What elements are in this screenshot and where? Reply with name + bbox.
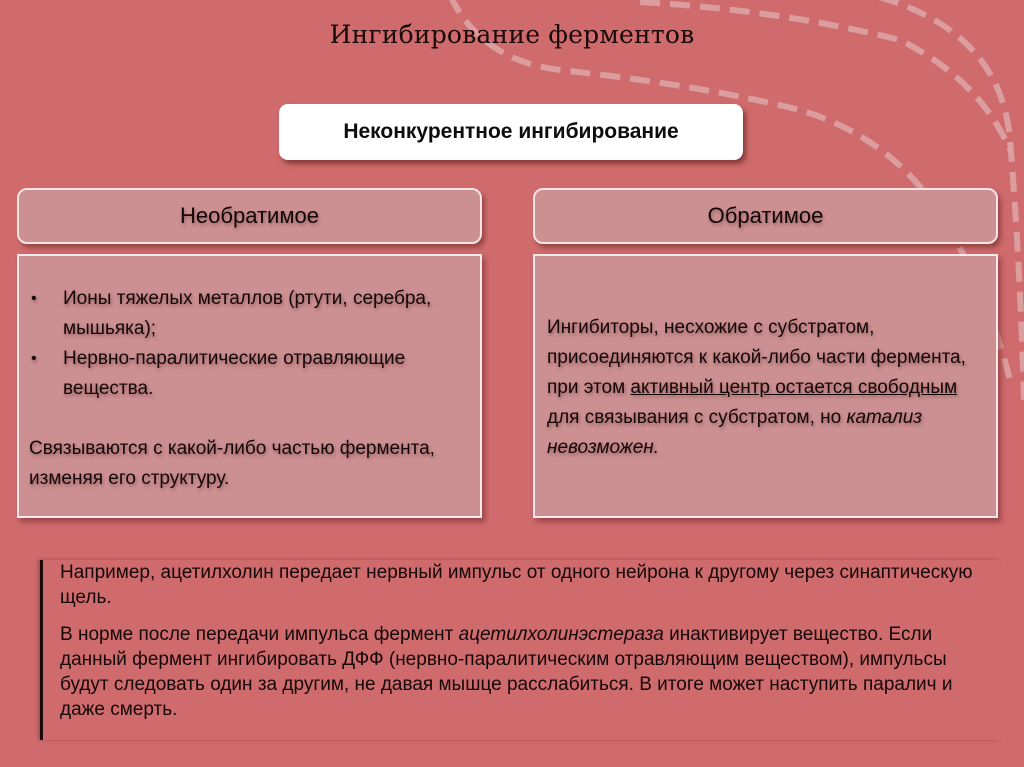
bullet-text: Ионы тяжелых металлов (ртути, серебра, мышьяка); [63,288,432,339]
reversible-heading-box: Обратимое [533,188,998,244]
enzyme-name-italic: ацетилхолинэстераза [458,624,664,645]
reversible-content-box [533,254,998,518]
bullet-text: Нервно-паралитические отравляющие вещества. [63,348,406,399]
noncompetitive-inhibition-box: Неконкурентное ингибирование [279,104,743,160]
bullet-item [29,284,470,344]
irreversible-description: Связываются с какой-либо частью фермента, изменяя его структуру. [29,438,435,489]
bullet-icon: • [31,290,37,307]
example-quote-block [40,560,1000,740]
irreversible-heading-box: Необратимое [17,188,482,244]
bullet-item [29,344,470,404]
paragraph-2-end: инактивирует вещество. Если данный фермент ингибировать ДФФ (нервно-паралитическим отравляющим веществом), импульсы будут следовать один за другим, не давая мышце расслабиться. В итоге может наступить паралич и даже смерть. [60,624,953,720]
reversible-text-part-2: для связывания с субстратом, но [547,407,847,428]
reversible-text-underlined: активный центр остается свободным [630,377,958,398]
example-paragraph-2 [60,622,1000,722]
irreversible-bullet-list [29,284,470,404]
reversible-text-part-1: Ингибиторы, несхожие с субстратом, присоединяются к какой-либо части фермента, при этом [547,317,966,398]
slide-title: Ингибирование ферментов [329,20,695,49]
irreversible-content-box [17,254,482,518]
paragraph-2-start: В норме после передачи импульса фермент [60,624,459,645]
example-paragraph-1: Например, ацетилхолин передает нервный импульс от одного нейрона к другому через синаптическую щель. [60,562,973,608]
bullet-icon: • [31,350,37,367]
reversible-text-italic: катализ невозможен. [547,407,923,458]
